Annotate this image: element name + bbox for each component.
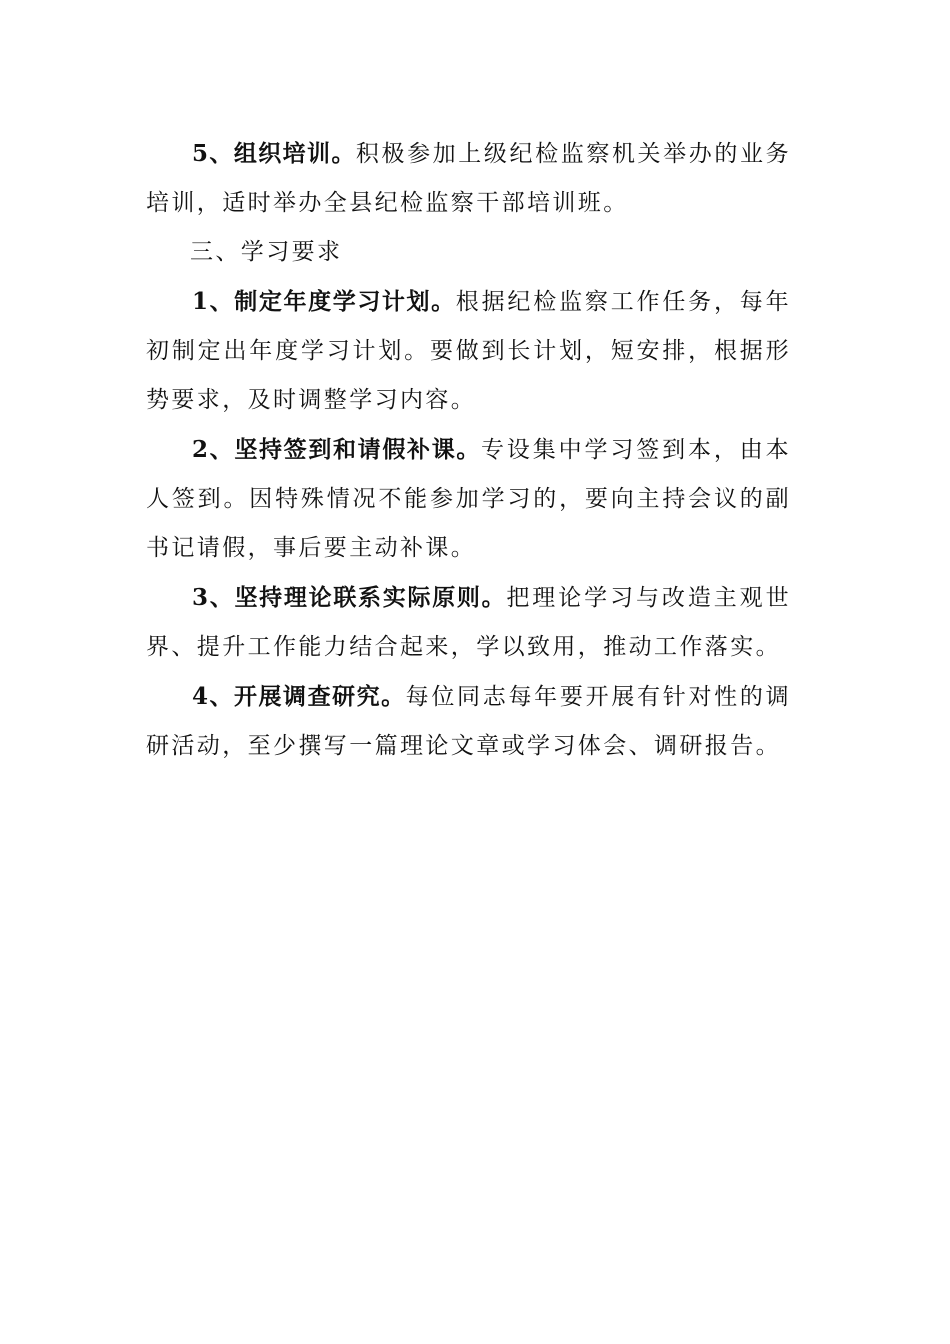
document-body: [146, 129, 791, 771]
requirement-lead: 2、坚持签到和请假补课。: [192, 436, 482, 463]
requirement-text: 每位同志每年要开展有针对性的调研活动，至少撰写一篇理论文章或学习体会、调研报告。: [146, 684, 791, 759]
requirement-lead: 3、坚持理论联系实际原则。: [192, 584, 507, 611]
requirement-item: [146, 573, 791, 672]
requirement-item: [146, 425, 791, 573]
requirement-lead: 1、制定年度学习计划。: [192, 288, 456, 315]
paragraph-text: 积极参加上级纪检监察机关举办的业务培训，适时举办全县纪检监察干部培训班。: [146, 141, 791, 216]
section-heading: 三、学习要求: [190, 239, 343, 265]
requirement-text: 专设集中学习签到本，由本人签到。因特殊情况不能参加学习的，要向主持会议的副书记请假，事后要主动补课。: [146, 437, 791, 561]
requirement-text: 把理论学习与改造主观世界、提升工作能力结合起来，学以致用，推动工作落实。: [146, 585, 792, 660]
paragraph-lead: 5、组织培训。: [192, 140, 356, 167]
paragraph-training: [146, 129, 791, 228]
requirement-item: [146, 277, 791, 425]
requirement-text: 根据纪检监察工作任务，每年初制定出年度学习计划。要做到长计划，短安排，根据形势要求，及时调整学习内容。: [146, 289, 791, 413]
requirement-item: [146, 672, 791, 771]
requirement-lead: 4、开展调查研究。: [192, 683, 406, 710]
